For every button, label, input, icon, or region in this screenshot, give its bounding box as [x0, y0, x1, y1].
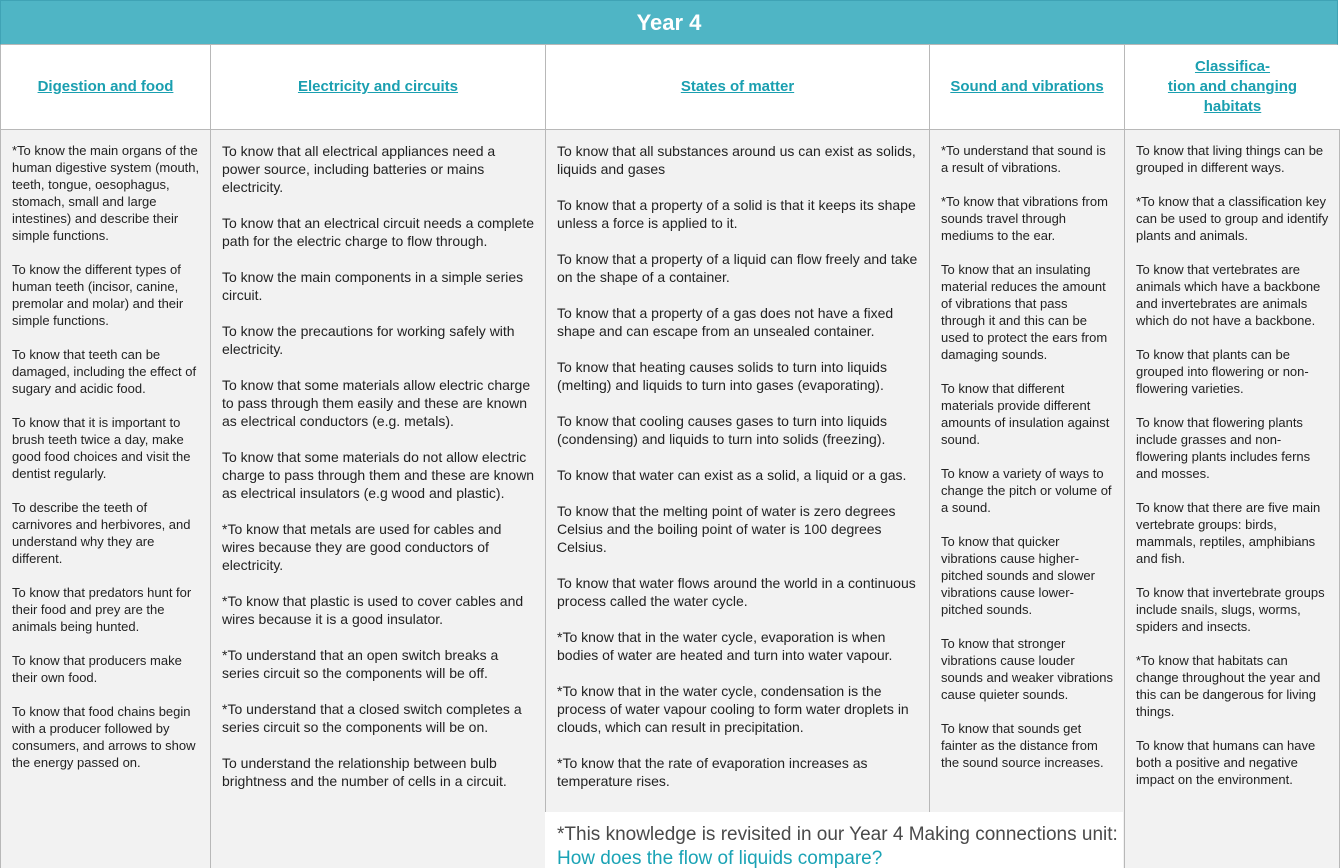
knowledge-item: To know that there are five main vertebrate groups: birds, mammals, reptiles, amphibians and fish.	[1136, 500, 1321, 566]
knowledge-item: To know that an electrical circuit needs a complete path for the electric charge to flow through.	[222, 215, 535, 249]
topic-link-sound[interactable]: Sound and vibrations	[950, 78, 1104, 95]
knowledge-item: *To know that vibrations from sounds travel through mediums to the ear.	[941, 194, 1108, 243]
knowledge-item: *To understand that sound is a result of vibrations.	[941, 143, 1106, 175]
topic-content-classification	[1124, 130, 1340, 868]
knowledge-item: To know that different materials provide different amounts of insulation against sound.	[941, 381, 1110, 447]
topic-content-sound	[929, 130, 1124, 868]
knowledge-item: To know that invertebrate groups include snails, slugs, worms, spiders and insects.	[1136, 585, 1325, 634]
knowledge-item: To know that some materials do not allow electric charge to pass through them and these are known as electrical insulators (e.g wood and plastic).	[222, 449, 535, 501]
knowledge-item: To know that flowering plants include grasses and non-flowering plants includes ferns and mosses.	[1136, 415, 1311, 481]
topic-header-classification	[1124, 45, 1340, 130]
knowledge-item: *To know the main organs of the human digestive system (mouth, teeth, tongue, oesophagus, stomach, small and large intestines) and describe their simple functions.	[12, 143, 200, 243]
revisited-footnote	[545, 812, 1123, 868]
topic-link-states-of-matter[interactable]: States of matter	[680, 78, 795, 95]
knowledge-item: To know that water can exist as a solid, a liquid or a gas.	[557, 467, 907, 483]
knowledge-item: *To know that the rate of evaporation increases as temperature rises.	[557, 755, 868, 789]
knowledge-item: *To know that a classification key can be used to group and identify plants and animals.	[1136, 194, 1329, 243]
knowledge-item: To know that predators hunt for their food and prey are the animals being hunted.	[12, 585, 192, 634]
topics-table	[0, 45, 1340, 868]
knowledge-item: To know the main components in a simple series circuit.	[222, 269, 524, 303]
knowledge-item: To know that cooling causes gases to turn into liquids (condensing) and liquids to turn into solids (freezing).	[557, 413, 887, 447]
knowledge-item: To know that humans can have both a positive and negative impact on the environment.	[1136, 738, 1316, 787]
knowledge-item: To know that vertebrates are animals which have a backbone and invertebrates are animals which do not have a backbone.	[1136, 262, 1321, 328]
knowledge-item: *To understand that a closed switch completes a series circuit so the components will be on.	[222, 701, 522, 735]
knowledge-item: To know that a property of a gas does not have a fixed shape and can escape from an unsealed container.	[557, 305, 894, 339]
topic-header-sound	[929, 45, 1124, 130]
knowledge-item: To know the precautions for working safely with electricity.	[222, 323, 515, 357]
knowledge-item: To know that teeth can be damaged, including the effect of sugary and acidic food.	[12, 347, 197, 396]
topic-header-states-of-matter	[545, 45, 929, 130]
knowledge-item: To know that heating causes solids to turn into liquids (melting) and liquids to turn into gases (evaporating).	[557, 359, 887, 393]
knowledge-item: To know that all electrical appliances need a power source, including batteries or mains electricity.	[222, 143, 496, 195]
knowledge-item: To know that stronger vibrations cause louder sounds and weaker vibrations cause quieter sounds.	[941, 636, 1113, 702]
topic-link-electricity[interactable]: Electricity and circuits	[297, 78, 459, 95]
knowledge-item: To understand the relationship between bulb brightness and the number of cells in a circuit.	[222, 755, 507, 789]
topic-header-electricity	[210, 45, 545, 130]
knowledge-item: To know that the melting point of water is zero degrees Celsius and the boiling point of water is 100 degrees Celsius.	[557, 503, 896, 555]
knowledge-item: To know that a property of a liquid can flow freely and take on the shape of a container.	[557, 251, 918, 285]
footnote-text: *This knowledge is revisited in our Year 4 Making connections unit:	[557, 824, 1118, 845]
knowledge-item: *To know that plastic is used to cover cables and wires because it is a good insulator.	[222, 593, 524, 627]
topic-header-digestion	[0, 45, 210, 130]
knowledge-item: *To know that metals are used for cables and wires because they are good conductors of electricity.	[222, 521, 502, 573]
knowledge-item: To know that some materials allow electric charge to pass through them easily and these are known as electrical conductors (e.g. metals).	[222, 377, 531, 429]
knowledge-item: To know the different types of human teeth (incisor, canine, premolar and molar) and their simple functions.	[12, 262, 184, 328]
knowledge-item: To know that living things can be grouped in different ways.	[1136, 143, 1324, 175]
knowledge-item: To know that plants can be grouped into flowering or non-flowering varieties.	[1136, 347, 1309, 396]
knowledge-item: To know that sounds get fainter as the distance from the sound source increases.	[941, 721, 1104, 770]
topic-content-states-of-matter	[545, 130, 929, 868]
knowledge-item: To know that all substances around us can exist as solids, liquids and gases	[557, 143, 916, 177]
knowledge-item: To know that a property of a solid is that it keeps its shape unless a force is applied to it.	[557, 197, 916, 231]
page-title: Year 4	[0, 0, 1338, 45]
topic-content-digestion	[0, 130, 210, 868]
knowledge-item: To describe the teeth of carnivores and herbivores, and understand why they are different.	[12, 500, 191, 566]
knowledge-item: To know that food chains begin with a producer followed by consumers, and arrows to show the energy passed on.	[12, 704, 196, 770]
knowledge-item: To know that quicker vibrations cause higher-pitched sounds and slower vibrations cause lower-pitched sounds.	[941, 534, 1095, 617]
knowledge-item: *To know that habitats can change throughout the year and this can be dangerous for living things.	[1136, 653, 1321, 719]
topic-link-digestion[interactable]: Digestion and food	[37, 78, 174, 95]
knowledge-item: To know a variety of ways to change the pitch or volume of a sound.	[941, 466, 1112, 515]
making-connections-link[interactable]: How does the flow of liquids compare?	[557, 848, 883, 868]
knowledge-item: *To understand that an open switch breaks a series circuit so the components will be off.	[222, 647, 499, 681]
topic-link-classification[interactable]: Classifica- tion and changing habitats	[1167, 58, 1298, 115]
knowledge-item: To know that producers make their own food.	[12, 653, 182, 685]
topic-content-electricity	[210, 130, 545, 868]
knowledge-item: To know that water flows around the world in a continuous process called the water cycle.	[557, 575, 916, 609]
knowledge-item: To know that an insulating material reduces the amount of vibrations that pass through it and this can be used to protect the ears from damaging sounds.	[941, 262, 1108, 362]
knowledge-item: *To know that in the water cycle, condensation is the process of water vapour cooling to form water droplets in clouds, which can result in precipitation.	[557, 683, 909, 735]
knowledge-item: *To know that in the water cycle, evaporation is when bodies of water are heated and turn into water vapour.	[557, 629, 893, 663]
knowledge-item: To know that it is important to brush teeth twice a day, make good food choices and visit the dentist regularly.	[12, 415, 191, 481]
